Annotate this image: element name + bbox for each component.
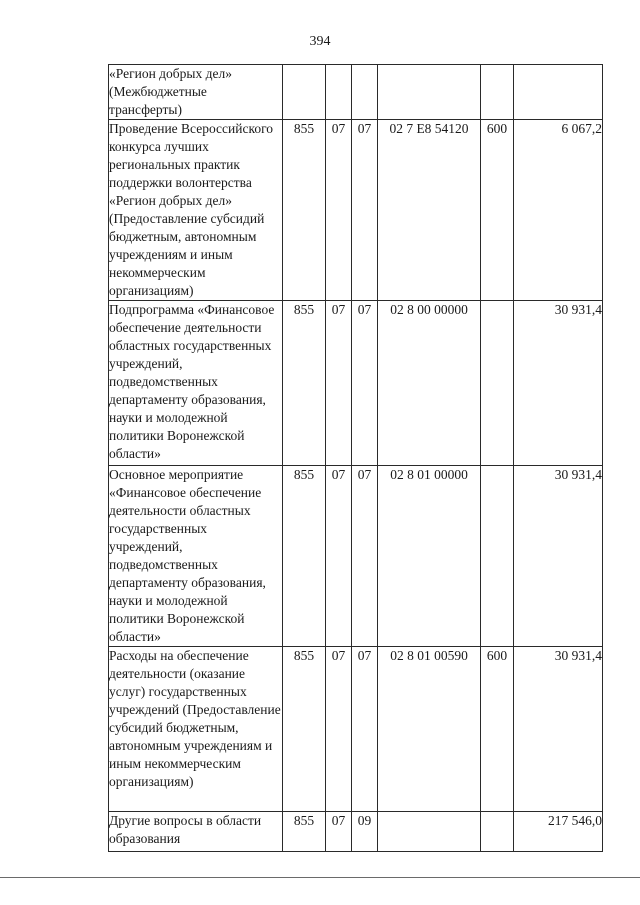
cell-expense-type: 600 <box>481 120 514 301</box>
cell-section: 07 <box>326 466 352 647</box>
cell-amount: 217 546,0 <box>514 812 603 852</box>
cell-expense-type: 600 <box>481 647 514 812</box>
cell-grbs: 855 <box>283 812 326 852</box>
table-row <box>109 466 603 647</box>
table-row <box>109 301 603 466</box>
cell-grbs: 855 <box>283 647 326 812</box>
row-description: Основное мероприятие «Финансовое обеспечение деятельности областных государственных учреждений, подведомственных департаменту образования, науки и молодежной политики Воронежской области» <box>109 466 283 647</box>
cell-subsection: 07 <box>352 466 378 647</box>
table-row <box>109 812 603 852</box>
cell-target-article: 02 7 E8 54120 <box>378 120 481 301</box>
cell-target-article: 02 8 01 00590 <box>378 647 481 812</box>
cell-subsection: 07 <box>352 647 378 812</box>
cell-expense-type <box>481 301 514 466</box>
cell-expense-type <box>481 812 514 852</box>
budget-table <box>108 64 603 852</box>
cell-target-article <box>378 65 481 120</box>
cell-amount: 30 931,4 <box>514 301 603 466</box>
cell-grbs <box>283 65 326 120</box>
cell-target-article <box>378 812 481 852</box>
row-description: Расходы на обеспечение деятельности (оказание услуг) государственных учреждений (Предоставление субсидий бюджетным, автономным учреждениям и иным некоммерческим организациям) <box>109 647 283 812</box>
cell-subsection: 09 <box>352 812 378 852</box>
cell-amount: 30 931,4 <box>514 466 603 647</box>
table-row <box>109 65 603 120</box>
cell-amount <box>514 65 603 120</box>
cell-grbs: 855 <box>283 466 326 647</box>
cell-grbs: 855 <box>283 301 326 466</box>
cell-section: 07 <box>326 812 352 852</box>
row-description: «Регион добрых дел» (Межбюджетные трансферты) <box>109 65 283 120</box>
cell-section <box>326 65 352 120</box>
cell-target-article: 02 8 01 00000 <box>378 466 481 647</box>
cell-section: 07 <box>326 120 352 301</box>
cell-expense-type <box>481 466 514 647</box>
scan-edge-line <box>0 877 640 878</box>
cell-subsection: 07 <box>352 120 378 301</box>
page-number: 394 <box>309 34 331 49</box>
cell-subsection <box>352 65 378 120</box>
table-row <box>109 120 603 301</box>
cell-target-article: 02 8 00 00000 <box>378 301 481 466</box>
row-description: Проведение Всероссийского конкурса лучших региональных практик поддержки волонтерства «Регион добрых дел» (Предоставление субсидий бюджетным, автономным учреждениям и иным некоммерческим организациям) <box>109 120 283 301</box>
cell-amount: 6 067,2 <box>514 120 603 301</box>
cell-section: 07 <box>326 647 352 812</box>
cell-amount: 30 931,4 <box>514 647 603 812</box>
cell-section: 07 <box>326 301 352 466</box>
row-description: Подпрограмма «Финансовое обеспечение деятельности областных государственных учреждений, подведомственных департаменту образования, науки и молодежной политики Воронежской области» <box>109 301 283 466</box>
cell-subsection: 07 <box>352 301 378 466</box>
row-description: Другие вопросы в области образования <box>109 812 283 852</box>
cell-expense-type <box>481 65 514 120</box>
cell-grbs: 855 <box>283 120 326 301</box>
table-row <box>109 647 603 812</box>
